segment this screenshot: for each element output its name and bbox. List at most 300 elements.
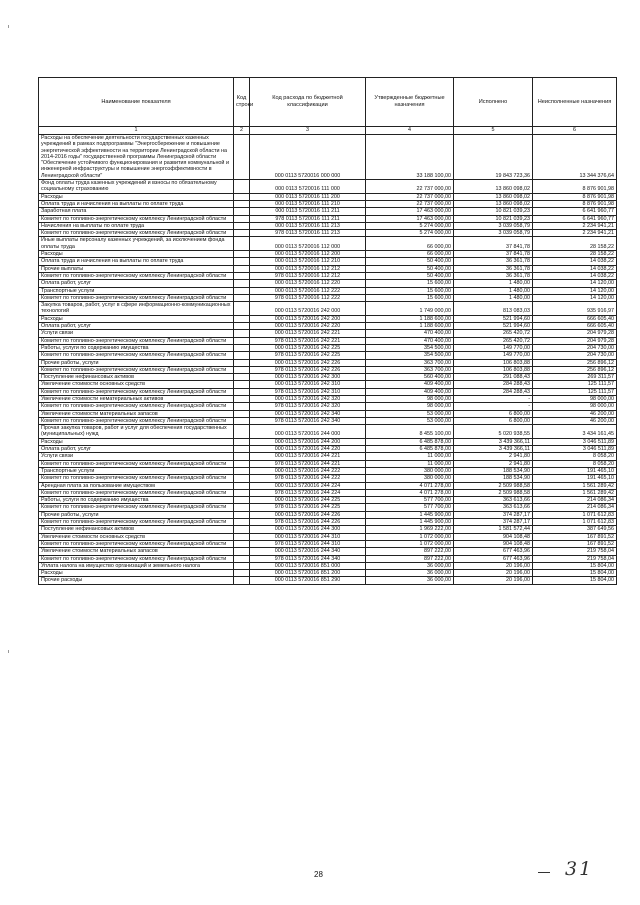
indicator-name: Расходы: [39, 570, 234, 577]
approved-amount: 560 400,00: [366, 374, 454, 381]
budget-code: 000 0113 5720016 244 310: [250, 533, 366, 540]
approved-amount: 50 400,00: [366, 272, 454, 279]
line-code: [234, 504, 250, 511]
executed-amount: 374 287,17: [454, 511, 533, 518]
approved-amount: 22 737 000,00: [366, 200, 454, 207]
indicator-name: Комитет по топливно-энергетическому комплексу Ленинградской области: [39, 555, 234, 562]
executed-amount: 37 841,78: [454, 251, 533, 258]
table-row: [39, 425, 617, 439]
indicator-name: Поступление нефинансовых активов: [39, 374, 234, 381]
approved-amount: 66 000,00: [366, 251, 454, 258]
table-row: [39, 193, 617, 200]
approved-amount: 11 000,00: [366, 460, 454, 467]
table-row: [39, 381, 617, 388]
table-row: [39, 467, 617, 474]
approved-amount: 1 969 222,00: [366, 526, 454, 533]
budget-code: 000 0113 5720016 112 212: [250, 265, 366, 272]
budget-code: 000 0113 5720016 242 226: [250, 359, 366, 366]
budget-code: 978 0113 5720016 244 340: [250, 555, 366, 562]
header-unexecuted: Неисполненные назначения: [533, 78, 617, 127]
unexecuted-amount: 14 120,00: [533, 287, 617, 294]
table-row: [39, 540, 617, 547]
unexecuted-amount: 46 200,00: [533, 410, 617, 417]
approved-amount: 17 463 000,00: [366, 215, 454, 222]
budget-code: 000 0113 5720016 111 211: [250, 208, 366, 215]
approved-amount: 33 188 100,00: [366, 135, 454, 180]
indicator-name: Комитет по топливно-энергетическому комплексу Ленинградской области: [39, 489, 234, 496]
indicator-name: Прочие выплаты: [39, 265, 234, 272]
budget-code: 000 0113 5720016 244 220: [250, 446, 366, 453]
unexecuted-amount: 8 058,20: [533, 460, 617, 467]
unexecuted-amount: 14 120,00: [533, 294, 617, 301]
unexecuted-amount: 15 804,00: [533, 577, 617, 584]
approved-amount: 6 485 878,00: [366, 438, 454, 445]
handwritten-page-number: 31: [565, 858, 594, 880]
indicator-name: Комитет по топливно-энергетическому комплексу Ленинградской области: [39, 352, 234, 359]
column-number: 4: [366, 127, 454, 135]
budget-code: 000 0113 5720016 242 320: [250, 395, 366, 402]
header-executed: Исполнено: [454, 78, 533, 127]
executed-amount: 265 420,72: [454, 330, 533, 337]
table-row: [39, 388, 617, 395]
budget-code: 000 0113 5720016 851 000: [250, 562, 366, 569]
unexecuted-amount: 204 730,00: [533, 344, 617, 351]
footer-dash: [538, 872, 550, 873]
budget-execution-table: [38, 77, 617, 585]
executed-amount: 1 581 572,44: [454, 526, 533, 533]
approved-amount: 363 700,00: [366, 359, 454, 366]
executed-amount: 10 821 039,23: [454, 215, 533, 222]
executed-amount: 6 800,00: [454, 410, 533, 417]
indicator-name: Комитет по топливно-энергетическому комплексу Ленинградской области: [39, 388, 234, 395]
line-code: [234, 237, 250, 251]
approved-amount: 53 000,00: [366, 410, 454, 417]
indicator-name: Прочие работы, услуги: [39, 511, 234, 518]
line-code: [234, 388, 250, 395]
unexecuted-amount: 214 086,34: [533, 504, 617, 511]
unexecuted-amount: 204 979,28: [533, 337, 617, 344]
approved-amount: 1 072 000,00: [366, 533, 454, 540]
approved-amount: 98 000,00: [366, 403, 454, 410]
table-row: [39, 215, 617, 222]
table-row: [39, 548, 617, 555]
table-row: [39, 526, 617, 533]
executed-amount: 521 994,60: [454, 323, 533, 330]
budget-code: 000 0113 5720016 112 000: [250, 237, 366, 251]
executed-amount: 1 480,00: [454, 280, 533, 287]
line-code: [234, 287, 250, 294]
budget-code: 000 0113 5720016 244 225: [250, 497, 366, 504]
unexecuted-amount: 6 641 960,77: [533, 208, 617, 215]
header-line-code: Код строки: [234, 78, 250, 127]
approved-amount: 1 072 000,00: [366, 540, 454, 547]
executed-amount: 1 480,00: [454, 294, 533, 301]
approved-amount: 577 700,00: [366, 497, 454, 504]
executed-amount: 36 361,78: [454, 272, 533, 279]
approved-amount: 53 000,00: [366, 417, 454, 424]
budget-code: 978 0113 5720016 112 222: [250, 294, 366, 301]
approved-amount: 1 445 900,00: [366, 519, 454, 526]
indicator-name: Увеличение стоимости материальных запасов: [39, 548, 234, 555]
executed-amount: 106 803,88: [454, 359, 533, 366]
table-row: [39, 323, 617, 330]
unexecuted-amount: 204 979,28: [533, 330, 617, 337]
table-row: [39, 302, 617, 316]
indicator-name: Оплата работ, услуг: [39, 446, 234, 453]
line-code: [234, 519, 250, 526]
budget-code: 978 0113 5720016 244 221: [250, 460, 366, 467]
indicator-name: Комитет по топливно-энергетическому комплексу Ленинградской области: [39, 215, 234, 222]
executed-amount: 813 083,03: [454, 302, 533, 316]
table-row: [39, 359, 617, 366]
line-code: [234, 135, 250, 180]
executed-amount: 188 534,90: [454, 475, 533, 482]
line-code: [234, 265, 250, 272]
line-code: [234, 403, 250, 410]
budget-code: 000 0113 5720016 244 000: [250, 425, 366, 439]
unexecuted-amount: 167 891,52: [533, 533, 617, 540]
table-row: [39, 511, 617, 518]
approved-amount: 50 400,00: [366, 258, 454, 265]
indicator-name: Комитет по топливно-энергетическому комплексу Ленинградской области: [39, 403, 234, 410]
line-code: [234, 251, 250, 258]
unexecuted-amount: 98 000,00: [533, 395, 617, 402]
unexecuted-amount: 2 234 941,21: [533, 230, 617, 237]
header-approved: Утвержденные бюджетные назначения: [366, 78, 454, 127]
indicator-name: Работы, услуги по содержанию имущества: [39, 497, 234, 504]
executed-amount: 1 480,00: [454, 287, 533, 294]
executed-amount: 36 361,78: [454, 265, 533, 272]
budget-code: 000 0113 5720016 111 200: [250, 193, 366, 200]
budget-code: 000 0113 5720016 851 290: [250, 577, 366, 584]
unexecuted-amount: 3 434 161,45: [533, 425, 617, 439]
indicator-name: Комитет по топливно-энергетическому комплексу Ленинградской области: [39, 504, 234, 511]
table-row: [39, 337, 617, 344]
line-code: [234, 533, 250, 540]
unexecuted-amount: 8 058,20: [533, 453, 617, 460]
indicator-name: Услуги связи: [39, 330, 234, 337]
table-row: [39, 533, 617, 540]
line-code: [234, 497, 250, 504]
executed-amount: 106 803,88: [454, 366, 533, 373]
line-code: [234, 453, 250, 460]
budget-code: 978 0113 5720016 242 221: [250, 337, 366, 344]
executed-amount: 37 841,78: [454, 237, 533, 251]
table-row: [39, 395, 617, 402]
budget-code: 978 0113 5720016 112 212: [250, 272, 366, 279]
unexecuted-amount: 191 465,10: [533, 475, 617, 482]
approved-amount: 354 500,00: [366, 344, 454, 351]
budget-code: 000 0113 5720016 244 340: [250, 548, 366, 555]
budget-code: 000 0113 5720016 111 000: [250, 180, 366, 194]
approved-amount: 409 400,00: [366, 388, 454, 395]
table-row: [39, 562, 617, 569]
line-code: [234, 467, 250, 474]
budget-code: 978 0113 5720016 242 310: [250, 388, 366, 395]
approved-amount: 22 737 000,00: [366, 193, 454, 200]
budget-code: 000 0113 5720016 851 200: [250, 570, 366, 577]
scan-mark: [8, 25, 9, 28]
executed-amount: 904 108,48: [454, 540, 533, 547]
executed-amount: -: [454, 395, 533, 402]
header-budget-code: Код расхода по бюджетной классификации: [250, 78, 366, 127]
indicator-name: Фонд оплаты труда казенных учреждений и взносы по обязательному социальному страхованию: [39, 180, 234, 194]
line-code: [234, 548, 250, 555]
table-header: [39, 78, 617, 135]
table-row: [39, 577, 617, 584]
executed-amount: 20 196,00: [454, 577, 533, 584]
budget-code: 000 0113 5720016 242 200: [250, 315, 366, 322]
unexecuted-amount: 191 465,10: [533, 467, 617, 474]
line-code: [234, 381, 250, 388]
approved-amount: 15 600,00: [366, 280, 454, 287]
indicator-name: Расходы на обеспечение деятельности государственных казенных учреждений в рамках подпрограммы "Энергосбережение и повышение энергетической эффективности на территории Ленинградской области на 2014-2016 годы" государственной программы Ленинградской области "Обеспечение устойчивого функционирования и развития коммунальной и инженерной инфраструктуры и повышение энергоэффективности в Ленинградской области": [39, 135, 234, 180]
indicator-name: Расходы: [39, 438, 234, 445]
approved-amount: 470 400,00: [366, 337, 454, 344]
approved-amount: 98 000,00: [366, 395, 454, 402]
line-code: [234, 215, 250, 222]
executed-amount: 19 843 723,36: [454, 135, 533, 180]
table-row: [39, 294, 617, 301]
executed-amount: 3 439 366,11: [454, 438, 533, 445]
executed-amount: 363 613,66: [454, 504, 533, 511]
approved-amount: 6 485 878,00: [366, 446, 454, 453]
unexecuted-amount: 167 891,52: [533, 540, 617, 547]
approved-amount: 17 463 000,00: [366, 208, 454, 215]
unexecuted-amount: 214 086,34: [533, 497, 617, 504]
table-row: [39, 230, 617, 237]
executed-amount: 149 770,00: [454, 344, 533, 351]
table-row: [39, 180, 617, 194]
executed-amount: 284 288,43: [454, 381, 533, 388]
executed-amount: 2 941,80: [454, 453, 533, 460]
budget-code: 978 0113 5720016 244 224: [250, 489, 366, 496]
approved-amount: 577 700,00: [366, 504, 454, 511]
indicator-name: Комитет по топливно-энергетическому комплексу Ленинградской области: [39, 294, 234, 301]
unexecuted-amount: 935 916,97: [533, 302, 617, 316]
budget-code: 000 0113 5720016 111 210: [250, 200, 366, 207]
executed-amount: 3 439 366,11: [454, 446, 533, 453]
table-row: [39, 344, 617, 351]
indicator-name: Оплата труда и начисления на выплаты по оплате труда: [39, 200, 234, 207]
line-code: [234, 330, 250, 337]
indicator-name: Оплата работ, услуг: [39, 323, 234, 330]
column-numbers-row: [39, 127, 617, 135]
page-number: 28: [314, 870, 323, 879]
indicator-name: Расходы: [39, 193, 234, 200]
unexecuted-amount: 8 876 901,98: [533, 193, 617, 200]
line-code: [234, 208, 250, 215]
indicator-name: Комитет по топливно-энергетическому комплексу Ленинградской области: [39, 272, 234, 279]
unexecuted-amount: 13 344 376,64: [533, 135, 617, 180]
table-row: [39, 482, 617, 489]
indicator-name: Комитет по топливно-энергетическому комплексу Ленинградской области: [39, 366, 234, 373]
table-row: [39, 251, 617, 258]
line-code: [234, 438, 250, 445]
table-row: [39, 330, 617, 337]
line-code: [234, 323, 250, 330]
indicator-name: Уплата налога на имущество организаций и земельного налога: [39, 562, 234, 569]
line-code: [234, 555, 250, 562]
budget-code: 000 0113 5720016 242 220: [250, 323, 366, 330]
executed-amount: 2 509 988,58: [454, 482, 533, 489]
executed-amount: 36 361,78: [454, 258, 533, 265]
table-row: [39, 200, 617, 207]
approved-amount: 66 000,00: [366, 237, 454, 251]
table-row: [39, 475, 617, 482]
table-row: [39, 410, 617, 417]
budget-code: 000 0113 5720016 112 210: [250, 258, 366, 265]
table-row: [39, 438, 617, 445]
executed-amount: 2 941,80: [454, 460, 533, 467]
indicator-name: Услуги связи: [39, 453, 234, 460]
budget-code: 000 0113 5720016 112 222: [250, 287, 366, 294]
scan-mark: [8, 650, 9, 653]
unexecuted-amount: 1 071 612,83: [533, 519, 617, 526]
executed-amount: 904 108,48: [454, 533, 533, 540]
executed-amount: 20 196,00: [454, 570, 533, 577]
line-code: [234, 272, 250, 279]
indicator-name: Комитет по топливно-энергетическому комплексу Ленинградской области: [39, 337, 234, 344]
table-row: [39, 222, 617, 229]
unexecuted-amount: 3 046 511,89: [533, 438, 617, 445]
indicator-name: Расходы: [39, 251, 234, 258]
table-row: [39, 352, 617, 359]
budget-code: 978 0113 5720016 111 211: [250, 215, 366, 222]
budget-code: 000 0113 5720016 244 200: [250, 438, 366, 445]
indicator-name: Комитет по топливно-энергетическому комплексу Ленинградской области: [39, 519, 234, 526]
unexecuted-amount: 8 876 901,98: [533, 180, 617, 194]
line-code: [234, 344, 250, 351]
line-code: [234, 446, 250, 453]
line-code: [234, 540, 250, 547]
executed-amount: 291 088,43: [454, 374, 533, 381]
approved-amount: 409 400,00: [366, 381, 454, 388]
unexecuted-amount: 14 038,22: [533, 258, 617, 265]
indicator-name: Работы, услуги по содержанию имущества: [39, 344, 234, 351]
line-code: [234, 352, 250, 359]
executed-amount: 3 039 058,79: [454, 222, 533, 229]
indicator-name: Закупка товаров, работ, услуг в сфере информационно-коммуникационных технологий: [39, 302, 234, 316]
budget-code: 000 0113 5720016 112 220: [250, 280, 366, 287]
unexecuted-amount: 125 111,57: [533, 381, 617, 388]
table-row: [39, 374, 617, 381]
table-row: [39, 280, 617, 287]
unexecuted-amount: 14 120,00: [533, 280, 617, 287]
table-row: [39, 287, 617, 294]
line-code: [234, 417, 250, 424]
indicator-name: Увеличение стоимости основных средств: [39, 533, 234, 540]
indicator-name: Комитет по топливно-энергетическому комплексу Ленинградской области: [39, 540, 234, 547]
budget-code: 000 0113 5720016 112 200: [250, 251, 366, 258]
unexecuted-amount: 14 038,22: [533, 265, 617, 272]
indicator-name: Оплата работ, услуг: [39, 280, 234, 287]
line-code: [234, 222, 250, 229]
approved-amount: 8 455 100,00: [366, 425, 454, 439]
approved-amount: 5 274 000,00: [366, 230, 454, 237]
line-code: [234, 577, 250, 584]
executed-amount: 363 613,66: [454, 497, 533, 504]
column-number: 1: [39, 127, 234, 135]
unexecuted-amount: 28 158,22: [533, 251, 617, 258]
executed-amount: 284 288,43: [454, 388, 533, 395]
table-row: [39, 366, 617, 373]
approved-amount: 354 500,00: [366, 352, 454, 359]
table-body: [39, 135, 617, 585]
indicator-name: Комитет по топливно-энергетическому комплексу Ленинградской области: [39, 460, 234, 467]
approved-amount: 11 000,00: [366, 453, 454, 460]
approved-amount: 380 000,00: [366, 467, 454, 474]
indicator-name: Арендная плата за пользование имуществом: [39, 482, 234, 489]
executed-amount: 6 800,00: [454, 417, 533, 424]
line-code: [234, 366, 250, 373]
budget-code: 000 0113 5720016 242 340: [250, 410, 366, 417]
line-code: [234, 570, 250, 577]
budget-code: 000 0113 5720016 242 225: [250, 344, 366, 351]
approved-amount: 36 000,00: [366, 577, 454, 584]
indicator-name: Оплата труда и начисления на выплаты по оплате труда: [39, 258, 234, 265]
approved-amount: 897 222,00: [366, 548, 454, 555]
executed-amount: 374 287,17: [454, 519, 533, 526]
approved-amount: 15 600,00: [366, 287, 454, 294]
executed-amount: 13 860 098,02: [454, 200, 533, 207]
unexecuted-amount: 204 730,00: [533, 352, 617, 359]
line-code: [234, 294, 250, 301]
approved-amount: 5 274 000,00: [366, 222, 454, 229]
executed-amount: 13 860 098,02: [454, 193, 533, 200]
table-row: [39, 208, 617, 215]
executed-amount: 265 420,72: [454, 337, 533, 344]
executed-amount: 521 994,60: [454, 315, 533, 322]
budget-code: 000 0113 5720016 244 222: [250, 467, 366, 474]
unexecuted-amount: 8 876 901,98: [533, 200, 617, 207]
table-row: [39, 453, 617, 460]
indicator-name: Транспортные услуги: [39, 287, 234, 294]
approved-amount: 470 400,00: [366, 330, 454, 337]
budget-code: 000 0113 5720016 244 224: [250, 482, 366, 489]
line-code: [234, 526, 250, 533]
budget-code: 000 0113 5720016 242 221: [250, 330, 366, 337]
unexecuted-amount: 28 158,22: [533, 237, 617, 251]
approved-amount: 363 700,00: [366, 366, 454, 373]
indicator-name: Увеличение стоимости нематериальных активов: [39, 395, 234, 402]
table-row: [39, 460, 617, 467]
line-code: [234, 482, 250, 489]
table-row: [39, 272, 617, 279]
indicator-name: Расходы: [39, 315, 234, 322]
line-code: [234, 258, 250, 265]
budget-code: 978 0113 5720016 242 320: [250, 403, 366, 410]
table-row: [39, 237, 617, 251]
header-indicator-name: Наименование показателя: [39, 78, 234, 127]
budget-code: 000 0113 5720016 111 213: [250, 222, 366, 229]
unexecuted-amount: 219 758,04: [533, 548, 617, 555]
unexecuted-amount: 98 000,00: [533, 403, 617, 410]
indicator-name: Комитет по топливно-энергетическому комплексу Ленинградской области: [39, 230, 234, 237]
indicator-name: Прочие расходы: [39, 577, 234, 584]
unexecuted-amount: 256 896,12: [533, 359, 617, 366]
executed-amount: 13 860 098,02: [454, 180, 533, 194]
approved-amount: 4 071 278,00: [366, 482, 454, 489]
approved-amount: 22 737 000,00: [366, 180, 454, 194]
table-row: [39, 519, 617, 526]
executed-amount: 2 509 988,58: [454, 489, 533, 496]
table-row: [39, 570, 617, 577]
budget-code: 000 0113 5720016 242 310: [250, 381, 366, 388]
indicator-name: Начисления на выплаты по оплате труда: [39, 222, 234, 229]
executed-amount: 149 770,00: [454, 352, 533, 359]
approved-amount: 1 188 600,00: [366, 323, 454, 330]
